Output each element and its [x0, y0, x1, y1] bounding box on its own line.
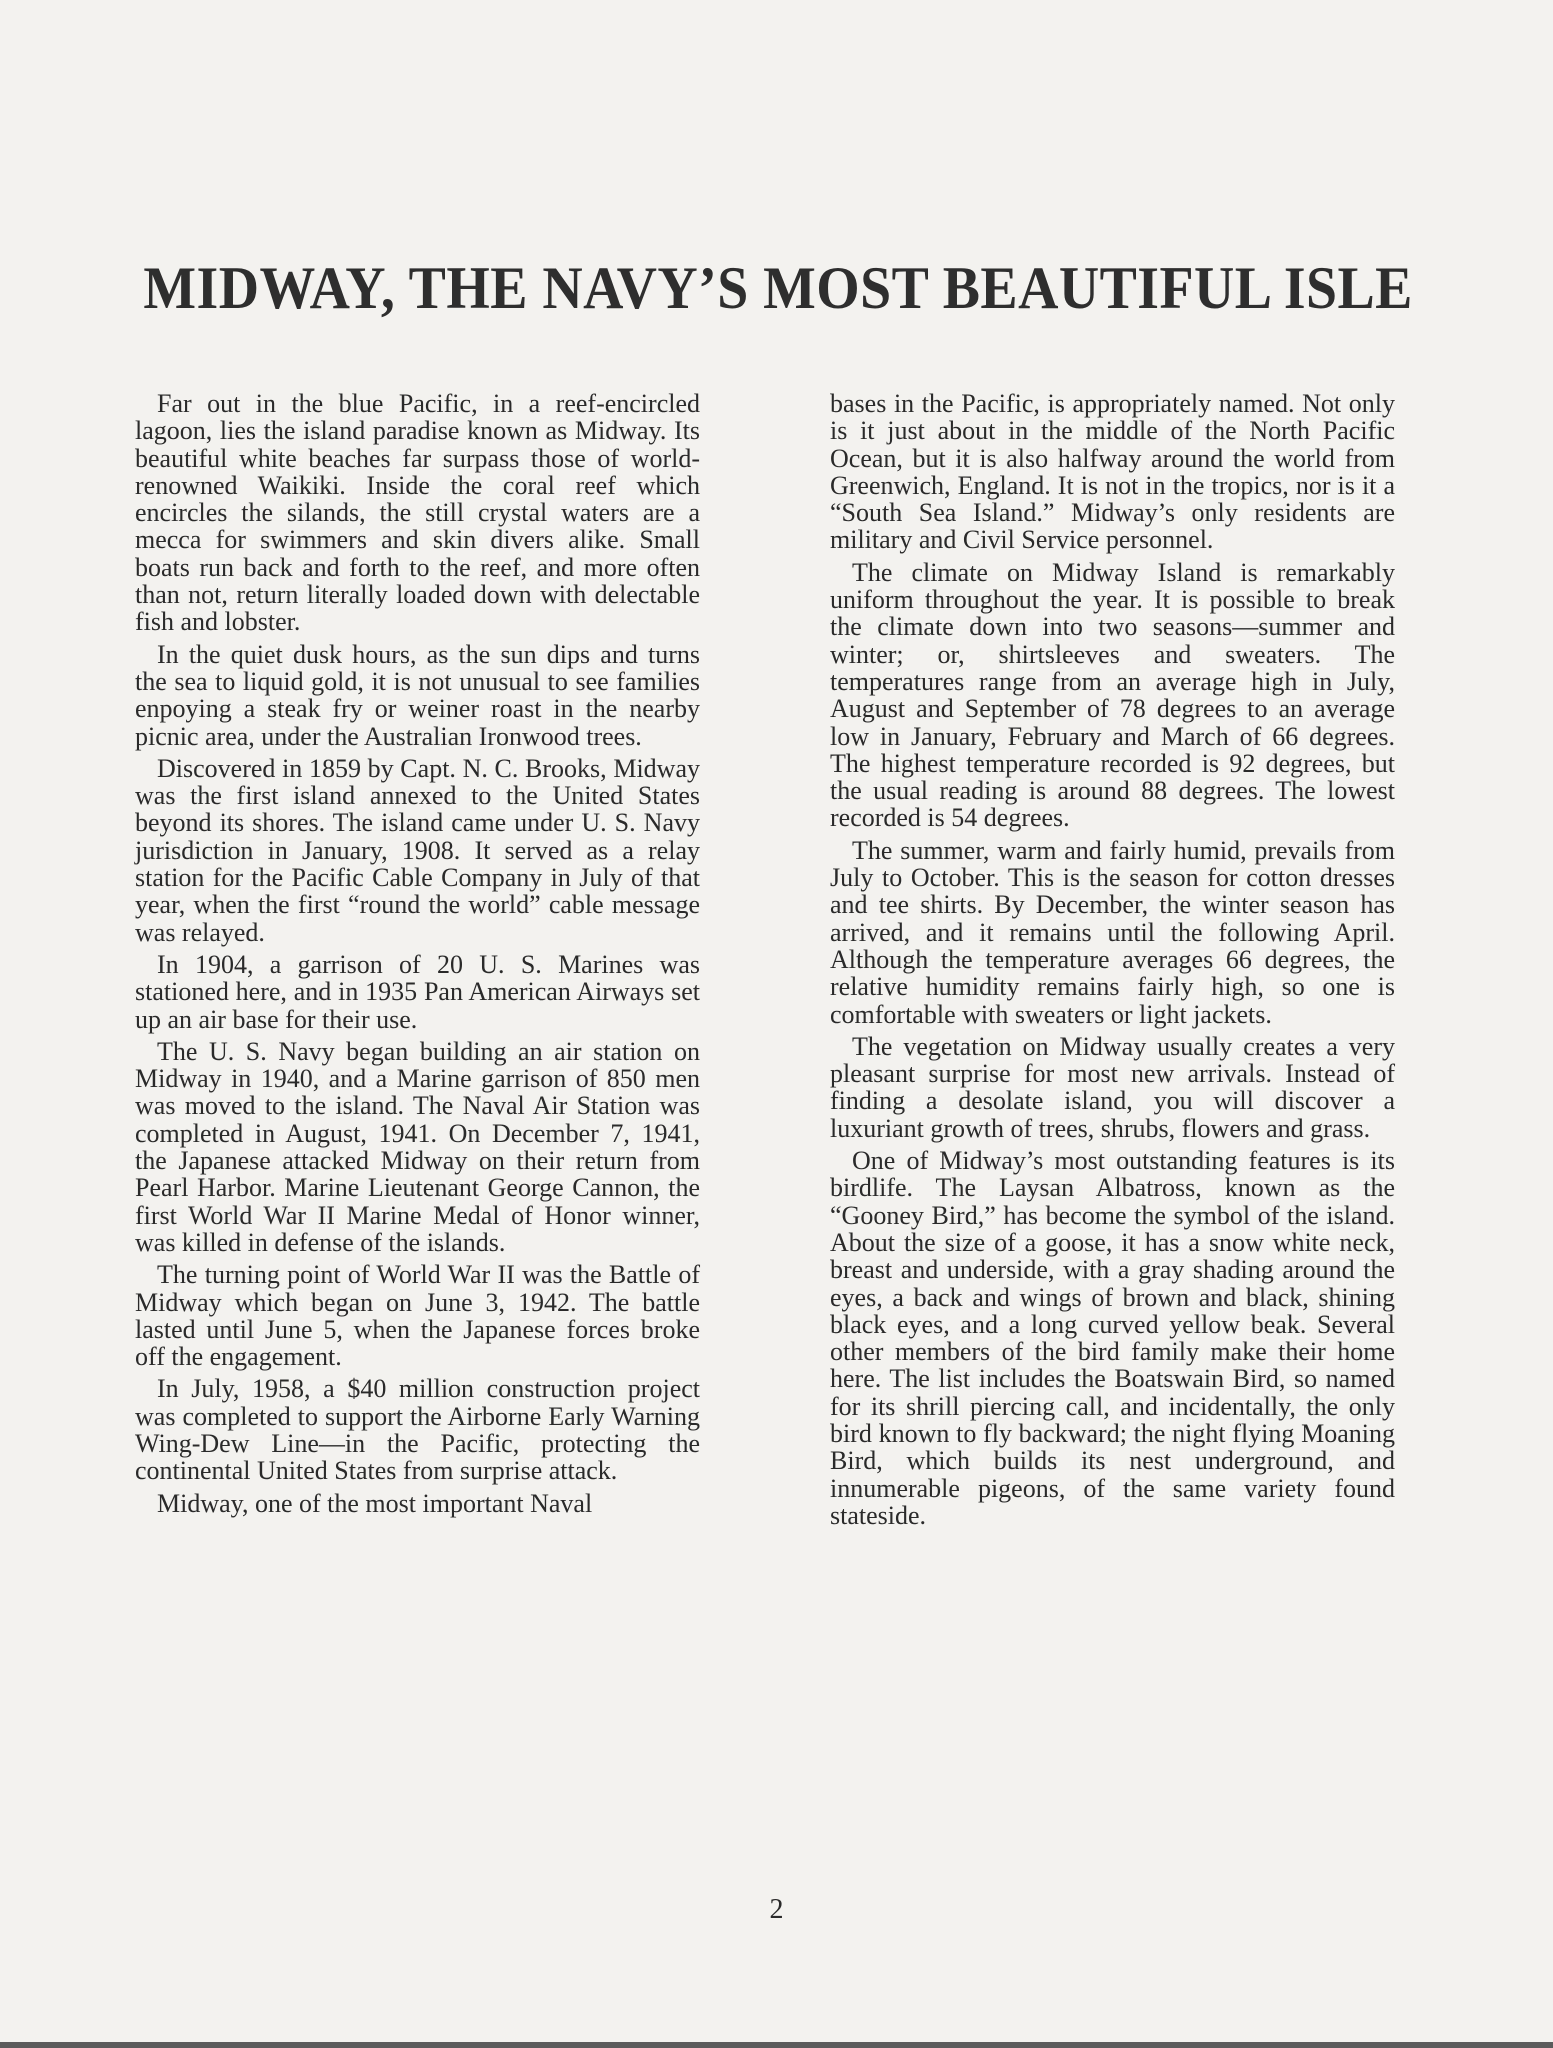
- bottom-rule: [0, 2042, 1553, 2048]
- right-column: [830, 390, 1395, 1534]
- page-title: MIDWAY, THE NAVY’S MOST BEAUTIFUL ISLE: [143, 255, 1413, 322]
- paragraph: Midway, one of the most important Naval: [157, 1488, 593, 1518]
- left-column: [135, 390, 700, 1522]
- page-number: 2: [769, 1894, 784, 1925]
- paragraph: The summer, warm and fairly humid, prevails from July to October. This is the season for cotton dresses and tee shirts. By December, the winter season has arrived, and it remains until the following April. Although the temperature averages 66 degrees, the relative humidity remains fairly high, so one is comfortable with sweaters or light jackets.: [830, 835, 1395, 1029]
- paragraph: Discovered in 1859 by Capt. N. C. Brooks, Midway was the first island annexed to the United States beyond its shores. The island came under U. S. Navy jurisdiction in January, 1908. It served as a relay station for the Pacific Cable Company in July of that year, when the first “round the world” cable message was relayed.: [135, 753, 700, 947]
- paragraph: In the quiet dusk hours, as the sun dips and turns the sea to liquid gold, it is not unusual to see families enpoying a steak fry or weiner roast in the nearby picnic area, under the Australian Ironwood trees.: [135, 639, 700, 751]
- paragraph: The vegetation on Midway usually creates a very pleasant surprise for most new arrivals. Instead of finding a desolate island, you will discover a luxuriant growth of trees, shrubs, flowers and grass.: [830, 1031, 1395, 1143]
- paragraph: In 1904, a garrison of 20 U. S. Marines was stationed here, and in 1935 Pan American Airways set up an air base for their use.: [135, 949, 700, 1034]
- paragraph: The U. S. Navy began building an air station on Midway in 1940, and a Marine garrison of 850 men was moved to the island. The Naval Air Station was completed in August, 1941. On December 7, 1941, the Japanese attacked Midway on their return from Pearl Harbor. Marine Lieutenant George Cannon, the first World War II Marine Medal of Honor winner, was killed in defense of the islands.: [135, 1036, 700, 1257]
- paragraph: bases in the Pacific, is appropriately named. Not only is it just about in the middle of the North Pacific Ocean, but it is also halfway around the world from Greenwich, England. It is not in the tropics, nor is it a “South Sea Island.” Midway’s only residents are military and Civil Service personnel.: [830, 389, 1395, 555]
- paragraph: The climate on Midway Island is remarkably uniform throughout the year. It is possible to break the climate down into two seasons—summer and winter; or, shirtsleeves and sweaters. The temperatures range from an average high in July, August and September of 78 degrees to an average low in January, February and March of 66 degrees. The highest temperature recorded is 92 degrees, but the usual reading is around 88 degrees. The lowest recorded is 54 degrees.: [830, 557, 1395, 833]
- paragraph: In July, 1958, a $40 million construction project was completed to support the Airborne Early Warning Wing-Dew Line—in the Pacific, protecting the continental United States from surprise attack.: [135, 1374, 700, 1486]
- paragraph: One of Midway’s most outstanding features is its birdlife. The Laysan Albatross, known as the “Gooney Bird,” has become the symbol of the island. About the size of a goose, it has a snow white neck, breast and underside, with a gray shading around the eyes, a back and wings of brown and black, shining black eyes, and a long curved yellow beak. Several other members of the bird family make their home here. The list includes the Boatswain Bird, so named for its shrill piercing call, and incidentally, the only bird known to fly backward; the night flying Moaning Bird, which builds its nest underground, and innumerable pigeons, of the same variety found stateside.: [830, 1146, 1395, 1530]
- paragraph: Far out in the blue Pacific, in a reef-encircled lagoon, lies the island paradise known as Midway. Its beautiful white beaches far surpass those of world-renowned Waikiki. Inside the coral reef which encircles the silands, the still crystal waters are a mecca for swimmers and skin divers alike. Small boats run back and forth to the reef, and more often than not, return literally loaded down with delectable fish and lobster.: [135, 389, 700, 637]
- paragraph: The turning point of World War II was the Battle of Midway which began on June 3, 1942. The battle lasted until June 5, when the Japanese forces broke off the engagement.: [135, 1260, 700, 1372]
